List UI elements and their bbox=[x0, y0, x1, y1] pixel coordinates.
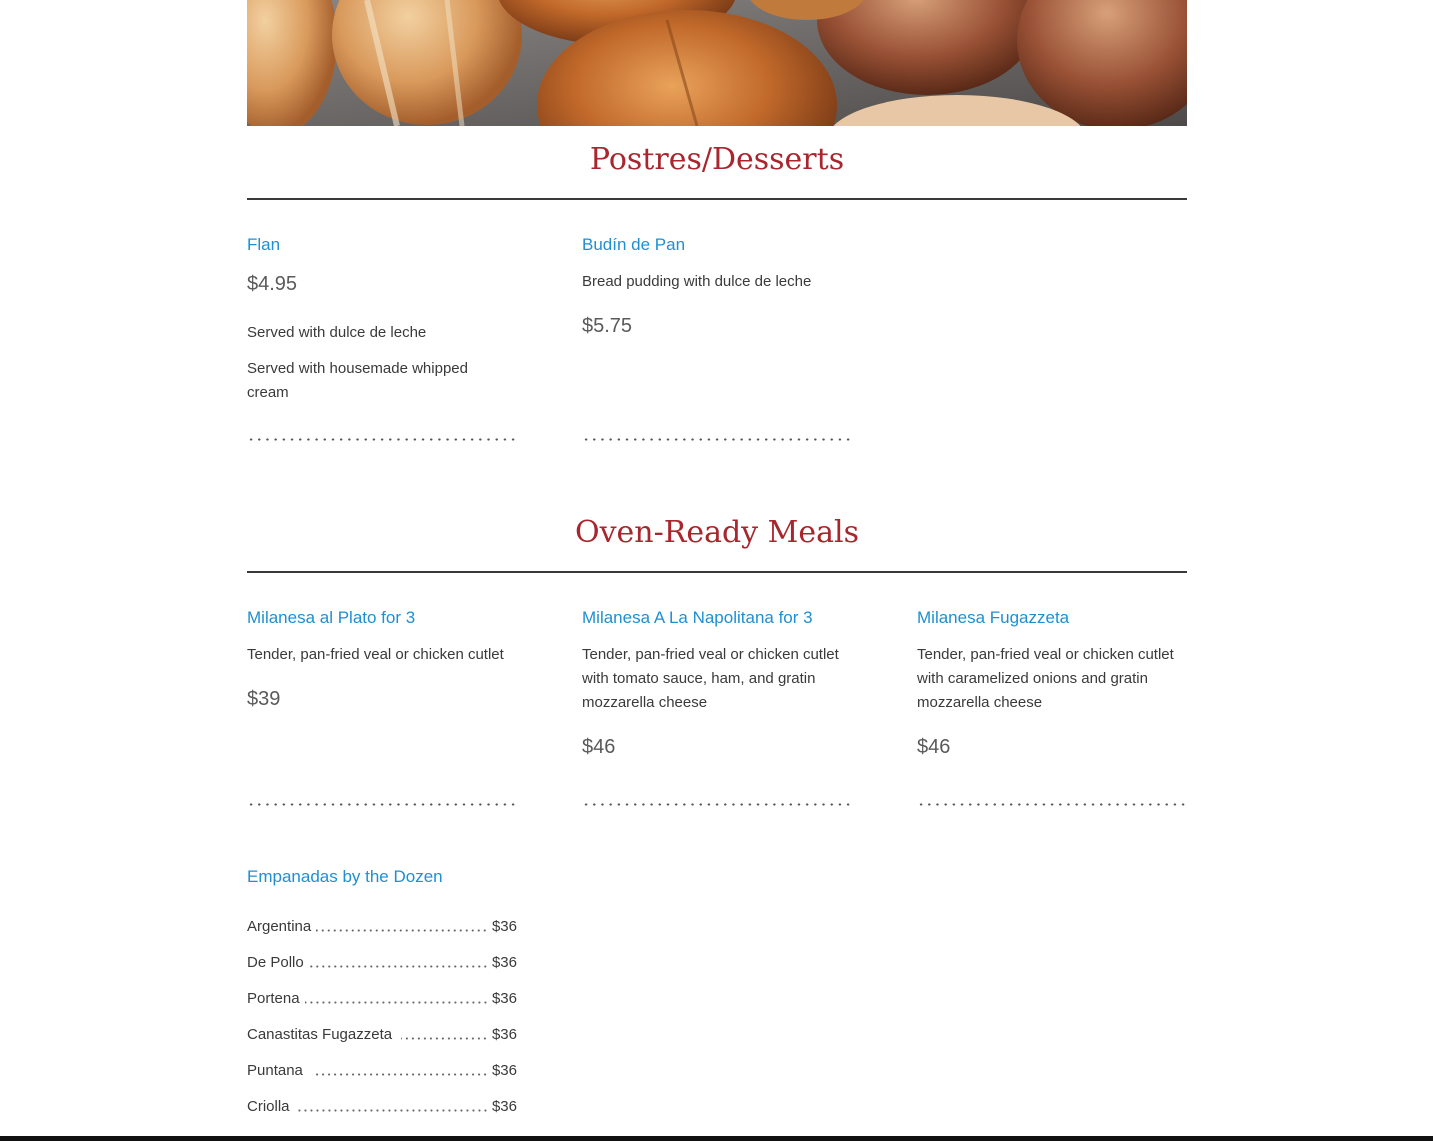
dotted-separator bbox=[582, 803, 852, 806]
dotted-separator bbox=[247, 803, 517, 806]
item-name: Milanesa al Plato for 3 bbox=[247, 608, 416, 627]
dotted-leader bbox=[401, 1037, 488, 1040]
item-description: Served with housemade whipped cream bbox=[247, 360, 468, 401]
item-name: Milanesa A La Napolitana for 3 bbox=[582, 608, 813, 627]
oven-meals-divider bbox=[247, 571, 1187, 573]
dotted-separator bbox=[582, 438, 852, 441]
item-name: Empanadas by the Dozen bbox=[247, 867, 443, 886]
dotted-leader bbox=[309, 965, 488, 968]
item-name: Milanesa Fugazzeta bbox=[917, 608, 1070, 627]
item-price: $46 bbox=[917, 736, 951, 758]
item-price: $46 bbox=[582, 736, 616, 758]
item-description: Bread pudding with dulce de leche bbox=[582, 273, 812, 290]
list-item bbox=[247, 1023, 517, 1045]
empanada-price: $36 bbox=[491, 953, 517, 971]
item-price: $4.95 bbox=[247, 273, 298, 295]
item-price: $39 bbox=[247, 688, 281, 710]
pastries-hero-image bbox=[247, 0, 1187, 126]
list-item bbox=[247, 1095, 517, 1117]
item-name: Flan bbox=[247, 235, 281, 254]
empanada-price: $36 bbox=[491, 989, 517, 1007]
empanada-price: $36 bbox=[491, 1097, 517, 1115]
empanada-name: Portena bbox=[247, 989, 300, 1007]
dotted-leader bbox=[295, 1109, 488, 1112]
list-item bbox=[247, 915, 517, 937]
list-item bbox=[247, 951, 517, 973]
bottom-bar bbox=[0, 1136, 1433, 1141]
empanada-price: $36 bbox=[491, 1025, 517, 1043]
desserts-divider bbox=[247, 198, 1187, 200]
dotted-separator bbox=[917, 803, 1187, 806]
empanada-name: De Pollo bbox=[247, 953, 304, 971]
item-name: Budín de Pan bbox=[582, 235, 686, 254]
empanada-name: Criolla bbox=[247, 1097, 290, 1115]
list-item bbox=[247, 987, 517, 1009]
dotted-leader bbox=[316, 929, 488, 932]
list-item bbox=[247, 1059, 517, 1081]
empanada-name: Argentina bbox=[247, 917, 312, 935]
item-description: Tender, pan-fried veal or chicken cutlet with tomato sauce, ham, and gratin mozzarella cheese bbox=[582, 646, 839, 711]
oven-meals-section-title: Oven-Ready Meals bbox=[574, 515, 860, 550]
empanada-price: $36 bbox=[491, 1061, 517, 1079]
empanada-name: Puntana bbox=[247, 1061, 303, 1079]
empanada-price: $36 bbox=[491, 917, 517, 935]
desserts-section-title: Postres/Desserts bbox=[589, 142, 845, 177]
dotted-separator bbox=[247, 438, 517, 441]
item-description: Tender, pan-fried veal or chicken cutlet with caramelized onions and gratin mozzarella cheese bbox=[917, 646, 1174, 711]
item-price: $5.75 bbox=[582, 315, 633, 337]
empanada-name: Canastitas Fugazzeta bbox=[247, 1025, 393, 1043]
dotted-leader bbox=[305, 1001, 488, 1004]
dotted-leader bbox=[312, 1073, 488, 1076]
item-description: Tender, pan-fried veal or chicken cutlet bbox=[247, 646, 504, 663]
item-description: Served with dulce de leche bbox=[247, 324, 427, 341]
